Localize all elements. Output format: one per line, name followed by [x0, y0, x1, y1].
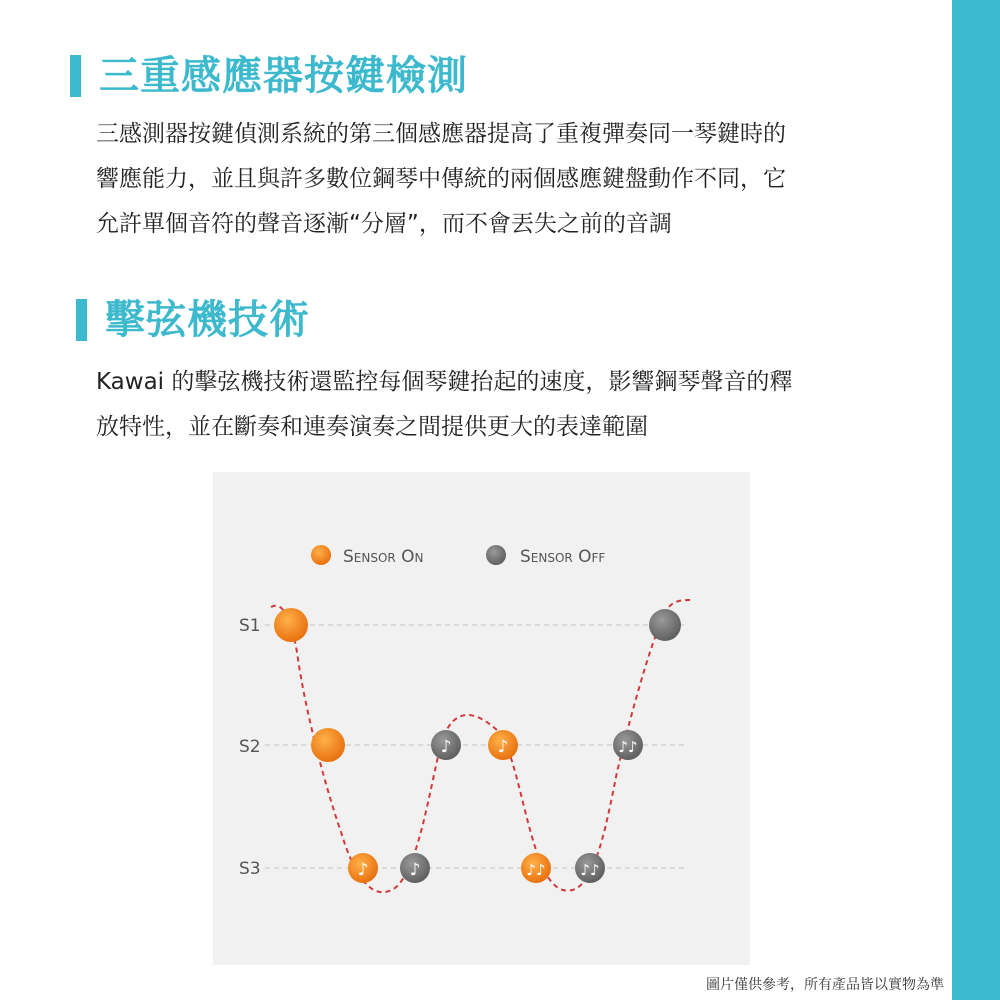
note-icon: ♪	[497, 737, 509, 757]
sensor-diagram	[213, 472, 750, 965]
note-icon: ♪	[409, 860, 421, 880]
sensor-marker	[348, 853, 378, 883]
legend-sensor-on-dot	[311, 545, 331, 565]
section-paragraph-action-tech	[96, 360, 926, 450]
disclaimer-footnote: 圖片僅供參考，所有產品皆以實物為準	[706, 977, 944, 993]
note-icon: ♪	[357, 860, 369, 880]
paragraph-line: 允許單個音符的聲音逐漸“分層”，而不會丟失之前的音調	[96, 211, 672, 237]
paragraph-line: 放特性，並在斷奏和連奏演奏之間提供更大的表達範圍	[96, 414, 648, 440]
sensor-diagram-svg	[213, 472, 750, 965]
section-title-text: 三重感應器按鍵檢測	[99, 53, 468, 99]
legend-sensor-off-dot	[486, 545, 506, 565]
section-title-text: 擊弦機技術	[105, 297, 310, 343]
section-title-action-tech	[76, 296, 310, 344]
paragraph-line: 三感測器按鍵偵測系統的第三個感應器提高了重複彈奏同一琴鍵時的	[96, 121, 786, 147]
section-title-triple-sensor	[70, 52, 468, 100]
paragraph-line: Kawai 的擊弦機技術還監控每個琴鍵抬起的速度，影響鋼琴聲音的釋	[96, 369, 793, 395]
legend-sensor-on-label: Sensor On	[343, 547, 424, 567]
sensor-marker	[575, 853, 605, 883]
sensor-marker	[431, 730, 461, 760]
note-icon: ♪♪	[618, 738, 638, 756]
paragraph-line: 響應能力，並且與許多數位鋼琴中傳統的兩個感應鍵盤動作不同，它	[96, 166, 786, 192]
level-label-s3: S3	[239, 859, 261, 879]
title-accent-bar	[76, 299, 87, 341]
level-label-s1: S1	[239, 616, 261, 636]
level-label-s2: S2	[239, 737, 261, 757]
note-icon: ♪	[440, 737, 452, 757]
sensor-marker	[311, 728, 345, 762]
section-paragraph-triple-sensor	[96, 112, 926, 247]
sensor-marker	[649, 609, 681, 641]
sensor-marker	[488, 730, 518, 760]
note-icon: ♪♪	[526, 861, 546, 879]
sensor-marker	[400, 853, 430, 883]
legend-sensor-off-label: Sensor Off	[520, 547, 606, 567]
sensor-marker	[274, 608, 308, 642]
note-icon: ♪♪	[580, 861, 600, 879]
title-accent-bar	[70, 55, 81, 97]
sensor-marker	[521, 853, 551, 883]
side-accent-band	[952, 0, 1000, 1000]
sensor-marker	[613, 730, 643, 760]
